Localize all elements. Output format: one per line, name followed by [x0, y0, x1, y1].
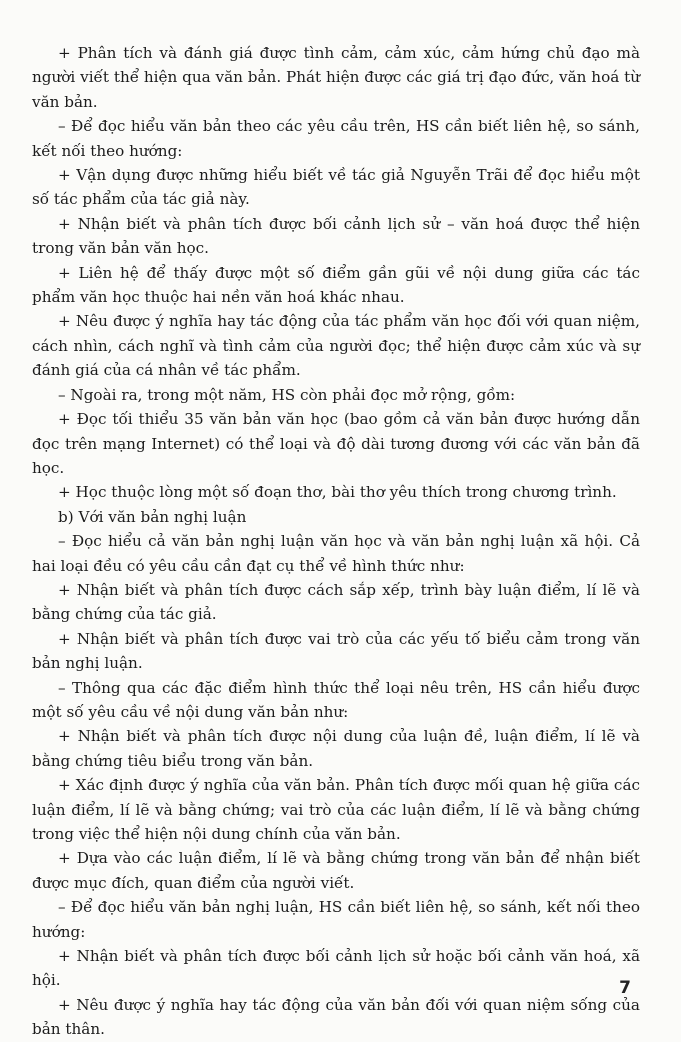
paragraph: + Vận dụng được những hiểu biết về tác giả Nguyễn Trãi để đọc hiểu một số tác phẩm của tác giả này.	[32, 166, 640, 209]
paragraph: – Đọc hiểu cả văn bản nghị luận văn học và văn bản nghị luận xã hội. Cả hai loại đều có yêu cầu cần đạt cụ thể về hình thức như:	[32, 532, 640, 575]
paragraph: – Thông qua các đặc điểm hình thức thể loại nêu trên, HS cần hiểu được một số yêu cầu về nội dung văn bản như:	[32, 678, 640, 721]
paragraph: + Nhận biết và phân tích được bối cảnh lịch sử hoặc bối cảnh văn hoá, xã hội.	[32, 947, 640, 990]
paragraph: – Để đọc hiểu văn bản nghị luận, HS cần biết liên hệ, so sánh, kết nối theo hướng:	[32, 898, 640, 941]
page-number: 7	[619, 978, 631, 998]
body-text	[32, 41, 640, 1042]
paragraph: + Nhận biết và phân tích được cách sắp xếp, trình bày luận điểm, lí lẽ và bằng chứng của tác giả.	[32, 580, 640, 624]
section-heading: b) Với văn bản nghị luận	[58, 507, 247, 526]
paragraph: + Học thuộc lòng một số đoạn thơ, bài thơ yêu thích trong chương trình.	[58, 483, 617, 502]
paragraph: + Nhận biết và phân tích được bối cảnh lịch sử – văn hoá được thể hiện trong văn bản văn học.	[32, 214, 640, 258]
paragraph: + Dựa vào các luận điểm, lí lẽ và bằng chứng trong văn bản để nhận biết được mục đích, quan điểm của người viết.	[32, 849, 640, 892]
paragraph: + Liên hệ để thấy được một số điểm gần gũi về nội dung giữa các tác phẩm văn học thuộc hai nền văn hoá khác nhau.	[32, 263, 640, 307]
paragraph: + Xác định được ý nghĩa của văn bản. Phân tích được mối quan hệ giữa các luận điểm, lí lẽ và bằng chứng; vai trò của các luận điểm, lí lẽ và bằng chứng trong việc thể hiện nội dung chính của văn bản.	[32, 776, 640, 843]
paragraph: + Phân tích và đánh giá được tình cảm, cảm xúc, cảm hứng chủ đạo mà người viết thể hiện qua văn bản. Phát hiện được các giá trị đạo đức, văn hoá từ văn bản.	[32, 44, 640, 111]
paragraph: + Nhận biết và phân tích được nội dung của luận đề, luận điểm, lí lẽ và bằng chứng tiêu biểu trong văn bản.	[32, 727, 640, 770]
paragraph: + Nhận biết và phân tích được vai trò của các yếu tố biểu cảm trong văn bản nghị luận.	[32, 629, 640, 673]
paragraph: + Nêu được ý nghĩa hay tác động của tác phẩm văn học đối với quan niệm, cách nhìn, cách nghĩ và tình cảm của người đọc; thể hiện được cảm xúc và sự đánh giá của cá nhân về tác phẩm.	[32, 312, 640, 380]
paragraph: + Đọc tối thiểu 35 văn bản văn học (bao gồm cả văn bản được hướng dẫn đọc trên mạng Internet) có thể loại và độ dài tương đương với các văn bản đã học.	[32, 410, 640, 477]
paragraph: – Để đọc hiểu văn bản theo các yêu cầu trên, HS cần biết liên hệ, so sánh, kết nối theo hướng:	[32, 117, 640, 160]
paragraph: + Nêu được ý nghĩa hay tác động của văn bản đối với quan niệm sống của bản thân.	[32, 995, 640, 1039]
paragraph: – Ngoài ra, trong một năm, HS còn phải đọc mở rộng, gồm:	[58, 385, 516, 404]
